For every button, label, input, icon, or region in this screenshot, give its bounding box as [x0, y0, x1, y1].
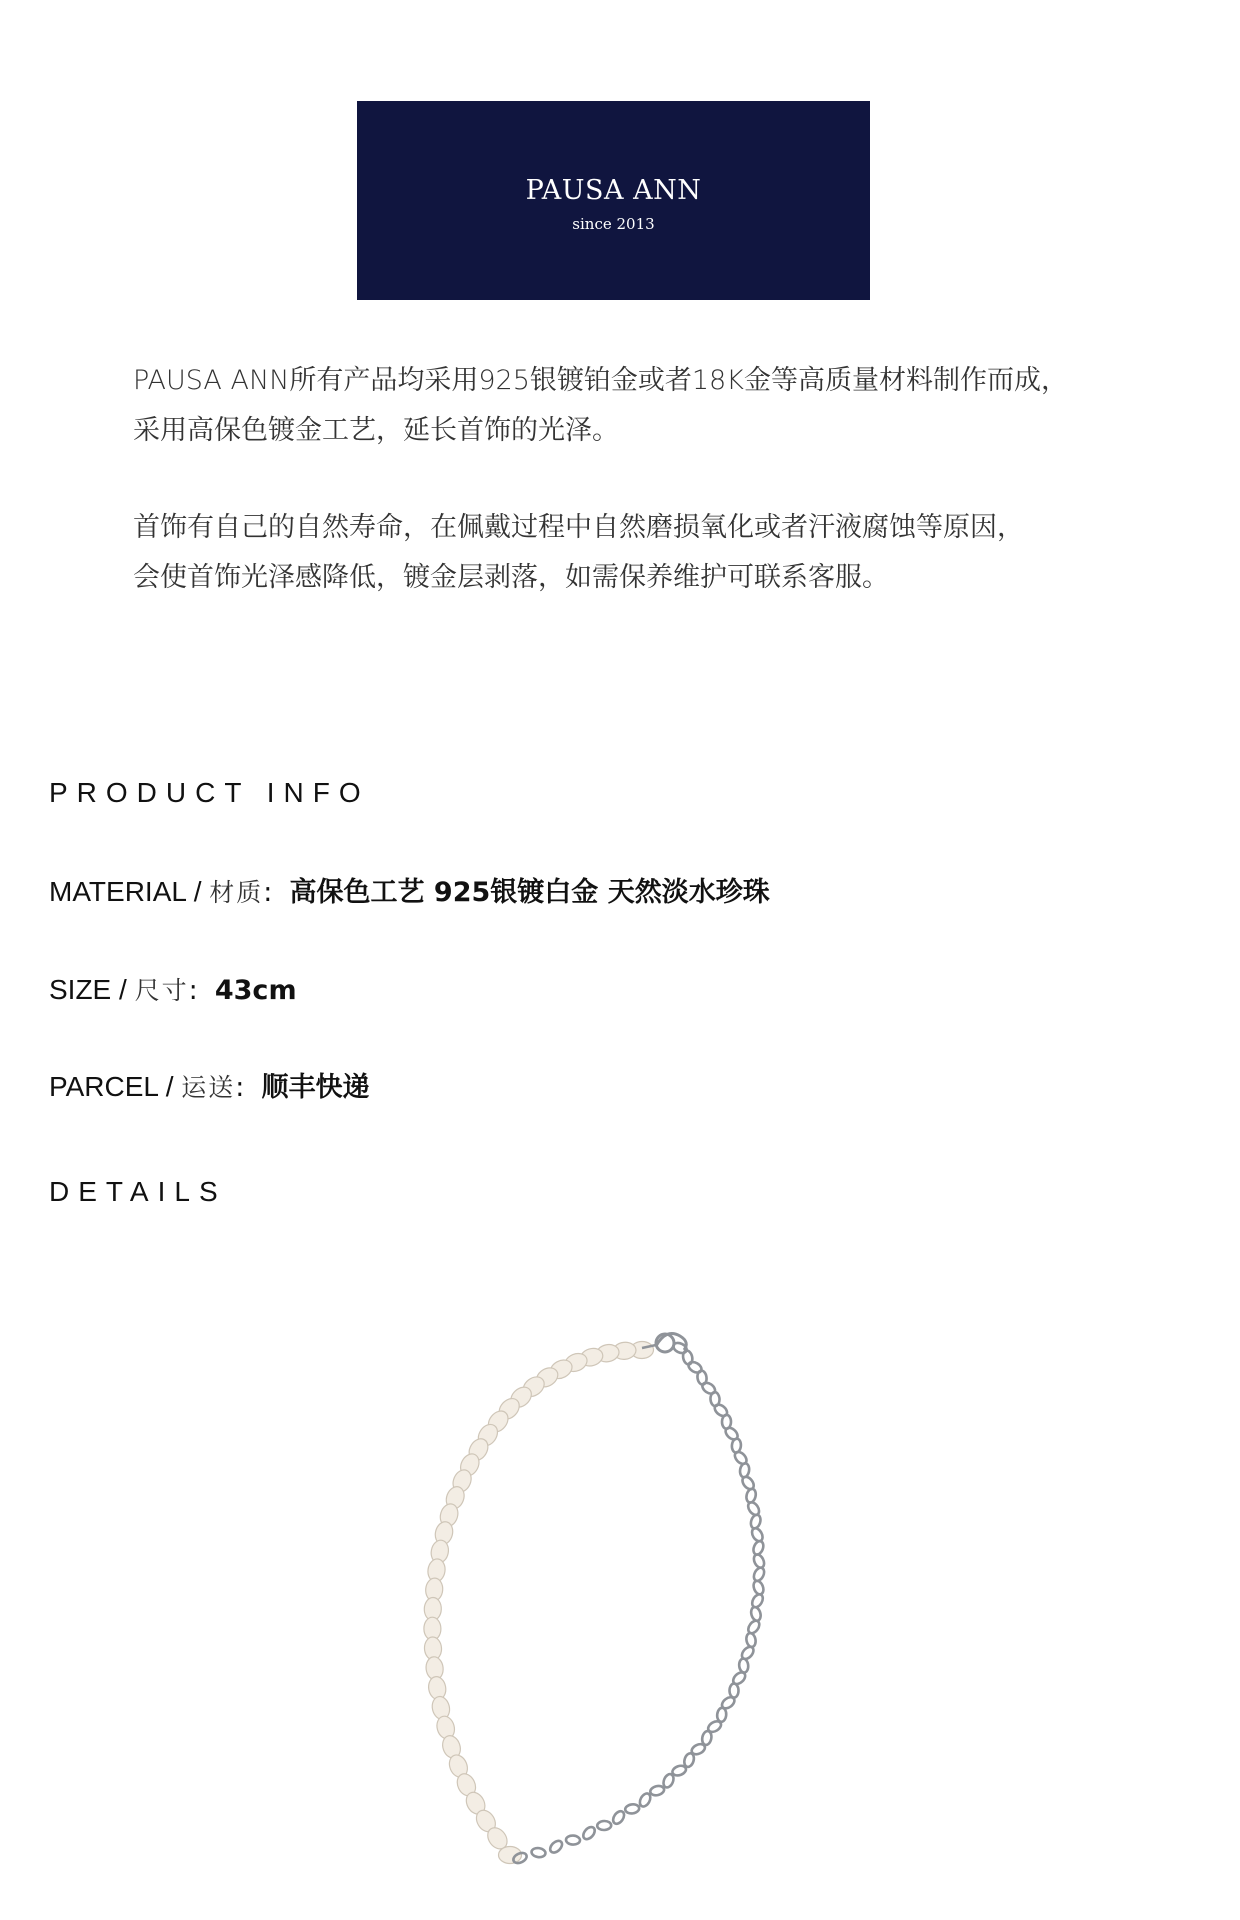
size-label-cn: 尺寸 [134, 976, 189, 1005]
material-label-cn: 材质 [209, 878, 264, 907]
chain-link [548, 1839, 564, 1855]
material-row [49, 878, 770, 906]
parcel-label-cn: 运送 [181, 1073, 236, 1102]
notice-line: 采用高保色镀金工艺，延长首饰的光泽。 [133, 415, 619, 446]
chain-link [729, 1684, 738, 1698]
notice-paragraph-care [133, 503, 1133, 603]
parcel-label-en: PARCEL / [49, 1071, 182, 1102]
parcel-colon: : [235, 1072, 262, 1103]
notice-line: PAUSA ANN所有产品均采用925银镀铂金或者18K金等高质量材料制作而成， [133, 365, 1068, 396]
chain-link [566, 1835, 580, 1845]
details-title: DETAILS [49, 1176, 227, 1207]
size-colon: : [188, 975, 215, 1006]
notice-line: 会使首饰光泽感降低，镀金层剥落，如需保养维护可联系客服。 [133, 562, 889, 593]
size-value: 43cm [214, 975, 297, 1006]
chain-link [611, 1809, 626, 1826]
chain-link [687, 1360, 704, 1375]
brand-logo [357, 101, 870, 300]
size-row [49, 976, 297, 1004]
logo-since: since 2013 [572, 215, 655, 233]
pearl-strand [424, 1341, 654, 1863]
parcel-row [49, 1073, 370, 1101]
chain-link [638, 1792, 653, 1809]
product-info-title: PRODUCT INFO [49, 777, 370, 808]
chain-link [731, 1438, 741, 1453]
chain-link [531, 1847, 546, 1858]
chain-link [750, 1526, 765, 1543]
material-label-en: MATERIAL / [49, 876, 210, 907]
chain-link [625, 1803, 640, 1814]
chain-strand [512, 1341, 766, 1865]
material-value: 高保色工艺 925银镀白金 天然淡水珍珠 [289, 877, 770, 908]
parcel-value: 顺丰快递 [261, 1072, 370, 1103]
chain-link [745, 1632, 757, 1647]
necklace-image [380, 1310, 850, 1870]
notice-line: 首饰有自己的自然寿命，在佩戴过程中自然磨损氧化或者汗液腐蚀等原因， [133, 512, 1024, 543]
notice-paragraph-materials [133, 356, 1133, 456]
chain-link [717, 1707, 727, 1722]
size-label-en: SIZE / [49, 974, 135, 1005]
material-colon: : [263, 877, 290, 908]
chain-link [581, 1825, 597, 1841]
chain-link [700, 1381, 717, 1396]
chain-link [649, 1785, 665, 1797]
chain-link [597, 1821, 611, 1831]
logo-brand-name: PAUSA ANN [525, 175, 702, 206]
chain-link [739, 1658, 749, 1673]
